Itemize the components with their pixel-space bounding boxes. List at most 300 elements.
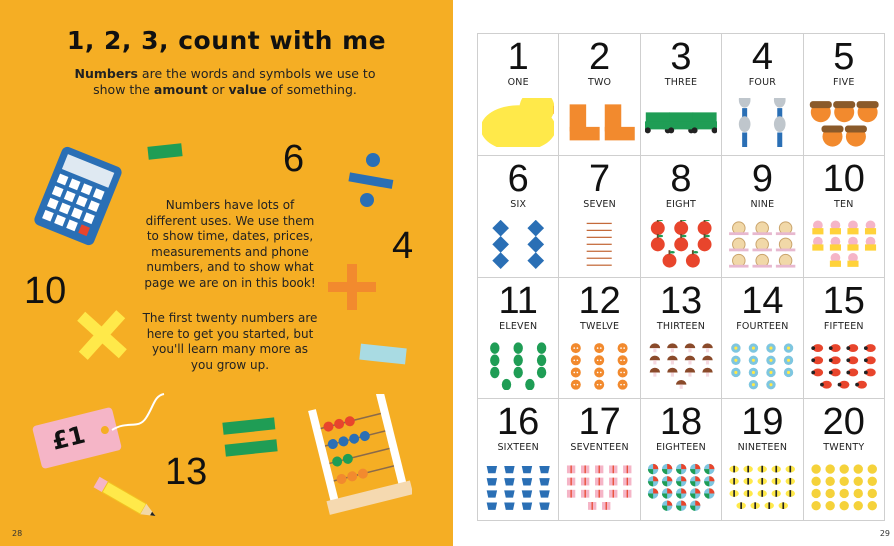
number-cell-13 <box>641 278 722 400</box>
number-word: NINETEEN <box>737 442 788 454</box>
pencils-item <box>587 230 612 231</box>
mushrooms-item <box>702 367 712 376</box>
number-word: NINE <box>750 198 775 210</box>
number-word: THIRTEEN <box>656 320 706 332</box>
bees-item <box>786 490 795 497</box>
presents-item <box>595 478 603 486</box>
coins-item <box>839 489 848 498</box>
mushrooms-item <box>649 343 659 352</box>
ladybirds-item <box>846 368 858 376</box>
cups-item <box>504 503 514 510</box>
presents-item <box>581 466 589 474</box>
calculator-icon <box>28 146 128 246</box>
mushrooms-item <box>702 343 712 352</box>
leaves-item <box>514 342 523 353</box>
numeral: 5 <box>833 36 855 78</box>
cups-icon <box>482 463 554 512</box>
bees-item <box>758 490 767 497</box>
page-title: 1, 2, 3, count with me <box>66 26 387 55</box>
coins-item <box>853 477 862 486</box>
numeral: 8 <box>670 157 692 200</box>
flowers-item <box>731 343 740 352</box>
apples-item <box>697 220 711 235</box>
cups-item <box>539 478 549 485</box>
number-word: SEVENTEEN <box>570 442 629 454</box>
acorns-item <box>856 101 878 122</box>
buttons-item <box>618 343 628 353</box>
acorns-icon <box>808 98 880 147</box>
buttons-item <box>595 367 605 377</box>
beach-balls-icon <box>645 463 717 512</box>
mushrooms-icon <box>645 342 717 391</box>
number-cell-1 <box>478 34 559 156</box>
coins-item <box>825 489 834 498</box>
mushrooms-item <box>676 379 686 388</box>
beach-balls-item <box>662 464 672 474</box>
bees-item <box>786 466 795 473</box>
number-word: EIGHT <box>665 198 697 210</box>
abacus-icon <box>306 394 412 516</box>
buttons-item <box>571 343 581 353</box>
flowers-item <box>749 343 758 352</box>
flowers-item <box>731 367 740 376</box>
apples-item <box>697 234 711 251</box>
number-cell-19 <box>722 399 803 521</box>
bees-item <box>772 466 781 473</box>
bees-item <box>730 466 739 473</box>
bees-item <box>744 478 753 485</box>
cupcakes-item <box>865 236 876 250</box>
number-word: TWENTY <box>823 442 865 454</box>
buttons-item <box>618 355 628 365</box>
flowers-item <box>784 355 793 364</box>
ladybirds-item <box>864 344 876 352</box>
beach-balls-item <box>648 464 658 474</box>
number-word: ONE <box>507 77 529 88</box>
ladybirds-item <box>837 380 849 388</box>
cupcakes-icon <box>808 220 880 269</box>
bees-item <box>779 503 788 510</box>
numeral: 20 <box>822 401 865 444</box>
apples-item <box>686 250 700 267</box>
minus-sign-icon <box>147 143 182 159</box>
coins-item <box>867 465 876 474</box>
bees-item <box>758 478 767 485</box>
leaves-item <box>502 378 511 389</box>
numeral: 7 <box>589 157 611 200</box>
floating-number-10: 10 <box>24 270 67 312</box>
intro-text <box>60 66 390 98</box>
paragraph-uses: Numbers have lots of different uses. We use them to show time, dates, prices, measurements and phone numbers, and to show what page we are on in this book! <box>144 198 316 290</box>
bees-item <box>730 490 739 497</box>
presents-item <box>581 478 589 486</box>
cupcakes-item <box>812 220 823 234</box>
cupcakes-item <box>829 253 840 267</box>
number-word: TWELVE <box>580 320 620 332</box>
flowers-item <box>766 379 775 388</box>
numeral: 9 <box>751 157 773 200</box>
numeral: 10 <box>822 157 865 200</box>
buttons-item <box>571 367 581 377</box>
ladybirds-item <box>846 356 858 364</box>
light-minus-sign-icon <box>359 344 406 365</box>
beach-balls-item <box>662 501 672 511</box>
mushrooms-item <box>667 367 677 376</box>
cups-item <box>487 503 497 510</box>
pencils-item <box>587 250 612 251</box>
sweets-item <box>527 220 544 236</box>
paragraph-twenty: The first twenty numbers are here to get you started, but you'll learn many more as you grow up. <box>142 311 318 372</box>
sweets-item <box>492 220 509 236</box>
coins-item <box>867 489 876 498</box>
mushrooms-item <box>667 343 677 352</box>
cupcakes-item <box>812 236 823 250</box>
leaves-item <box>514 366 523 377</box>
apples-item <box>651 220 665 235</box>
number-word: FOUR <box>748 77 777 88</box>
presents-item <box>609 478 617 486</box>
numeral: 12 <box>578 279 621 322</box>
presents-item <box>595 466 603 474</box>
coins-item <box>811 477 820 486</box>
leaves-item <box>537 354 546 365</box>
coins-item <box>867 501 876 510</box>
tag-string-icon <box>108 390 168 440</box>
number-word: ELEVEN <box>499 320 538 332</box>
number-word: TWO <box>587 77 612 88</box>
beach-balls-item <box>676 489 686 499</box>
cups-item <box>487 466 497 473</box>
flowers-item <box>749 355 758 364</box>
leaves-item <box>537 342 546 353</box>
snails-item <box>729 254 748 267</box>
ladybirds-item <box>846 344 858 352</box>
mushrooms-item <box>702 355 712 364</box>
cups-item <box>522 478 532 485</box>
spoons-item <box>739 116 751 147</box>
presents-item <box>567 490 575 498</box>
flowers-item <box>766 367 775 376</box>
leaves-item <box>490 354 499 365</box>
divide-sign-icon <box>345 150 395 212</box>
bees-item <box>758 466 767 473</box>
beach-balls-item <box>662 489 672 499</box>
buttons-item <box>595 355 605 365</box>
ladybirds-item <box>811 356 823 364</box>
beach-balls-item <box>704 489 714 499</box>
equals-sign-icon <box>220 414 280 460</box>
pencils-item <box>587 223 612 224</box>
number-cell-3 <box>641 34 722 156</box>
intro-part: are the words and symbols we use to show the <box>93 66 376 97</box>
bees-item <box>751 503 760 510</box>
presents-icon <box>563 463 635 512</box>
beach-balls-item <box>676 476 686 486</box>
presents-item <box>567 466 575 474</box>
beach-balls-item <box>690 501 700 511</box>
numeral: 4 <box>751 36 773 78</box>
snails-item <box>776 222 795 235</box>
numeral: 6 <box>507 157 529 200</box>
numeral: 13 <box>659 279 703 322</box>
intro-keyword-numbers: Numbers <box>74 66 138 81</box>
number-grid <box>477 33 885 521</box>
presents-item <box>581 490 589 498</box>
ladybirds-item <box>864 356 876 364</box>
mushrooms-item <box>685 355 695 364</box>
cups-item <box>504 466 514 473</box>
ladybirds-item <box>864 368 876 376</box>
bees-item <box>765 503 774 510</box>
number-cell-11 <box>478 278 559 400</box>
numeral: 19 <box>741 401 784 444</box>
coins-item <box>825 477 834 486</box>
plus-sign-icon <box>326 262 378 312</box>
presents-item <box>609 490 617 498</box>
ladybirds-item <box>820 380 832 388</box>
cups-item <box>522 491 532 498</box>
mushrooms-item <box>649 355 659 364</box>
page-number-right: 29 <box>879 529 890 538</box>
number-cell-17 <box>559 399 640 521</box>
snails-item <box>753 238 772 251</box>
leaves-item <box>525 378 534 389</box>
buttons-item <box>595 379 605 389</box>
flowers-item <box>784 367 793 376</box>
multiply-sign-icon <box>72 305 132 365</box>
number-cell-14 <box>722 278 803 400</box>
flowers-item <box>766 355 775 364</box>
cupcakes-item <box>847 220 858 234</box>
beach-balls-item <box>690 464 700 474</box>
apples-icon <box>645 220 717 269</box>
acorns-item <box>833 101 855 122</box>
bees-item <box>786 478 795 485</box>
mushrooms-item <box>685 343 695 352</box>
duck-item <box>482 98 554 147</box>
presents-item <box>624 490 632 498</box>
numeral: 2 <box>589 36 611 78</box>
coins-item <box>825 501 834 510</box>
leaves-item <box>537 366 546 377</box>
number-word: THREE <box>664 77 698 88</box>
intro-keyword-amount: amount <box>153 82 208 97</box>
numeral: 1 <box>507 36 529 78</box>
number-cell-9 <box>722 156 803 278</box>
beach-balls-item <box>704 464 714 474</box>
cups-item <box>539 491 549 498</box>
leaves-item <box>490 342 499 353</box>
cups-item <box>487 491 497 498</box>
number-word: TEN <box>834 198 854 210</box>
apples-item <box>674 220 688 235</box>
cups-item <box>522 466 532 473</box>
leaves-item <box>490 366 499 377</box>
coins-item <box>853 465 862 474</box>
snails-item <box>753 254 772 267</box>
beach-balls-item <box>690 489 700 499</box>
sweets-icon <box>482 220 554 269</box>
intro-keyword-value: value <box>228 82 267 97</box>
duck-icon <box>482 98 554 147</box>
buttons-item <box>618 379 628 389</box>
floating-number-13: 13 <box>165 451 208 493</box>
number-cell-2 <box>559 34 640 156</box>
beach-balls-item <box>648 489 658 499</box>
bees-icon <box>726 463 798 512</box>
sweets-item <box>527 252 544 268</box>
bees-item <box>730 478 739 485</box>
buttons-item <box>571 355 581 365</box>
presents-item <box>624 478 632 486</box>
ladybirds-item <box>811 344 823 352</box>
numeral: 3 <box>670 36 692 78</box>
presents-item <box>588 502 596 510</box>
apples-item <box>662 250 676 267</box>
beach-balls-item <box>704 476 714 486</box>
number-cell-20 <box>804 399 885 521</box>
coins-item <box>839 501 848 510</box>
numeral: 17 <box>578 401 621 444</box>
cups-item <box>504 478 514 485</box>
apples-item <box>651 234 665 251</box>
beach-balls-item <box>662 476 672 486</box>
cups-item <box>487 478 497 485</box>
cups-item <box>539 503 549 510</box>
ladybirds-item <box>828 368 840 376</box>
buttons-item <box>571 379 581 389</box>
acorns-item <box>844 126 866 147</box>
numeral: 15 <box>822 279 865 322</box>
coins-item <box>811 501 820 510</box>
coins-item <box>853 501 862 510</box>
beach-balls-item <box>690 476 700 486</box>
snails-item <box>753 222 772 235</box>
bees-item <box>744 490 753 497</box>
bees-item <box>772 478 781 485</box>
floating-number-6: 6 <box>283 138 305 180</box>
cups-item <box>522 503 532 510</box>
page-number-left: 28 <box>12 529 23 538</box>
buttons-icon <box>563 342 635 391</box>
ladybirds-icon <box>808 342 880 391</box>
coins-icon <box>808 463 880 512</box>
flowers-icon <box>726 342 798 391</box>
buttons-item <box>595 343 605 353</box>
cups-item <box>504 491 514 498</box>
snails-item <box>729 238 748 251</box>
number-cell-10 <box>804 156 885 278</box>
ladybirds-item <box>811 368 823 376</box>
coins-item <box>853 489 862 498</box>
cups-item <box>539 466 549 473</box>
number-cell-8 <box>641 156 722 278</box>
ladybirds-item <box>828 344 840 352</box>
numeral: 14 <box>741 279 784 322</box>
number-cell-6 <box>478 156 559 278</box>
pencils-item <box>587 257 612 258</box>
number-word: FOURTEEN <box>736 320 789 332</box>
number-word: EIGHTEEN <box>656 442 706 454</box>
sweets-item <box>492 252 509 268</box>
spoons-item <box>774 116 786 147</box>
cupcakes-item <box>865 220 876 234</box>
number-cell-5 <box>804 34 885 156</box>
numeral: 18 <box>659 401 703 444</box>
floating-number-4: 4 <box>392 225 414 267</box>
number-cell-4 <box>722 34 803 156</box>
mushrooms-item <box>667 355 677 364</box>
ladybirds-item <box>828 356 840 364</box>
number-cell-18 <box>641 399 722 521</box>
boots-item <box>605 104 635 140</box>
presents-item <box>624 466 632 474</box>
cupcakes-item <box>829 220 840 234</box>
beach-balls-item <box>676 464 686 474</box>
bees-item <box>744 466 753 473</box>
snails-item <box>776 254 795 267</box>
buttons-item <box>618 367 628 377</box>
coins-item <box>839 477 848 486</box>
apples-item <box>674 234 688 251</box>
flowers-item <box>784 343 793 352</box>
spoons-icon <box>726 98 798 147</box>
numeral: 16 <box>497 401 540 444</box>
pencils-item <box>587 243 612 244</box>
beach-balls-item <box>676 501 686 511</box>
bees-item <box>737 503 746 510</box>
presents-item <box>602 502 610 510</box>
number-word: FIFTEEN <box>823 320 864 332</box>
numeral: 11 <box>498 279 538 322</box>
boots-icon <box>563 98 635 147</box>
number-cell-15 <box>804 278 885 400</box>
flowers-item <box>766 343 775 352</box>
number-word: SEVEN <box>583 198 616 210</box>
flowers-item <box>749 379 758 388</box>
cupcakes-item <box>847 253 858 267</box>
intro-part: of something. <box>266 82 357 97</box>
number-word: SIXTEEN <box>497 442 539 454</box>
coins-item <box>811 489 820 498</box>
leaves-icon <box>482 342 554 391</box>
beach-balls-item <box>648 476 658 486</box>
sweets-item <box>527 236 544 253</box>
pencils-item <box>587 264 612 265</box>
snails-item <box>776 238 795 251</box>
coins-item <box>839 465 848 474</box>
price-tag-label: £1 <box>48 420 89 456</box>
snails-item <box>729 222 748 235</box>
mushrooms-item <box>649 367 659 376</box>
flowers-item <box>749 367 758 376</box>
bees-item <box>772 490 781 497</box>
presents-item <box>595 490 603 498</box>
number-cell-7 <box>559 156 640 278</box>
pencils-icon <box>563 220 635 269</box>
cupcakes-item <box>847 236 858 250</box>
acorns-item <box>821 126 843 147</box>
coins-item <box>867 477 876 486</box>
pencil-icon <box>88 474 164 524</box>
number-cell-16 <box>478 399 559 521</box>
cars-icon <box>645 98 717 147</box>
number-word: FIVE <box>833 77 855 88</box>
boots-item <box>570 104 600 140</box>
sweets-item <box>492 236 509 253</box>
mushrooms-item <box>685 367 695 376</box>
number-word: SIX <box>510 198 527 210</box>
